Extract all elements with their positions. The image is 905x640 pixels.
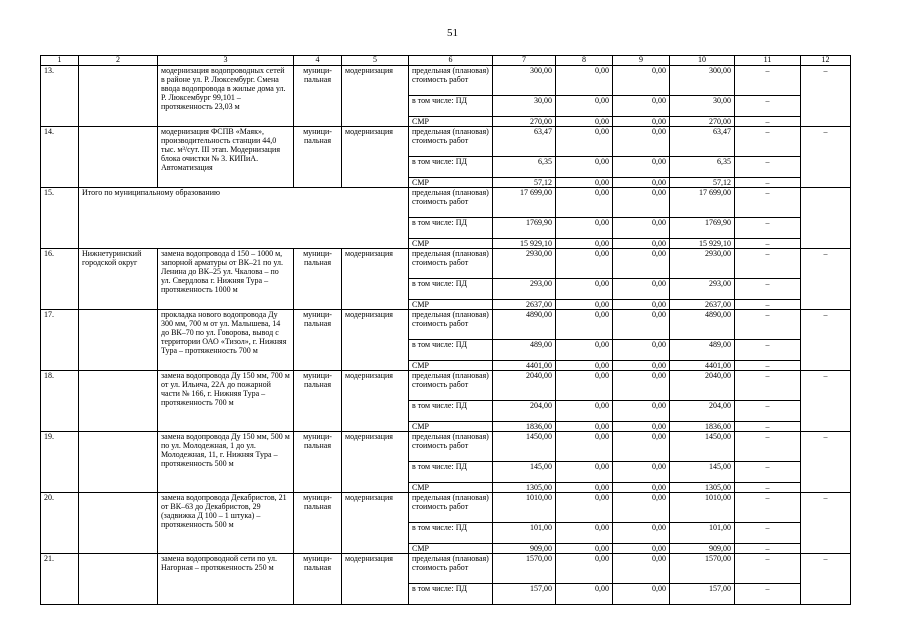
value-col-11: – <box>735 462 801 483</box>
value-col-11: – <box>735 422 801 432</box>
total-label: Итого по муниципальному образованию <box>79 188 409 249</box>
table-row <box>41 66 851 96</box>
value-col-11: – <box>735 218 801 239</box>
row-number: 15. <box>41 188 79 249</box>
value-col-11: – <box>735 157 801 178</box>
value-col-12: – <box>801 432 851 493</box>
value-total: 909,00 <box>493 544 556 554</box>
value-col-11: – <box>735 401 801 422</box>
cost-category-label: предельная (плановая) стоимость работ <box>409 310 493 340</box>
value-col-9: 0,00 <box>613 544 670 554</box>
work-type: модернизация <box>342 371 409 432</box>
value-col-8: 0,00 <box>556 462 613 483</box>
value-col-8: 0,00 <box>556 523 613 544</box>
value-col-9: 0,00 <box>613 249 670 279</box>
value-col-11: – <box>735 371 801 401</box>
cost-category-label: СМР <box>409 483 493 493</box>
value-col-8: 0,00 <box>556 178 613 188</box>
municipality-name <box>79 493 158 554</box>
value-col-8: 0,00 <box>556 66 613 96</box>
work-type: модернизация <box>342 249 409 310</box>
column-header: 4 <box>294 56 342 66</box>
value-col-8: 0,00 <box>556 554 613 584</box>
value-col-10: 17 699,00 <box>670 188 735 218</box>
cost-category-label: в том числе: ПД <box>409 462 493 483</box>
row-number: 13. <box>41 66 79 127</box>
municipality-name <box>79 432 158 493</box>
cost-category-label: СМР <box>409 178 493 188</box>
ownership-type: муници- пальная <box>294 432 342 493</box>
work-type: модернизация <box>342 127 409 188</box>
table-row <box>41 371 851 401</box>
value-total: 63,47 <box>493 127 556 157</box>
value-col-11: – <box>735 178 801 188</box>
value-col-9: 0,00 <box>613 401 670 422</box>
value-col-12: – <box>801 310 851 371</box>
value-col-11: – <box>735 310 801 340</box>
cost-category-label: в том числе: ПД <box>409 584 493 605</box>
table-row <box>41 310 851 340</box>
value-col-11: – <box>735 523 801 544</box>
table-row <box>41 188 851 218</box>
value-col-10: 2637,00 <box>670 300 735 310</box>
value-total: 2930,00 <box>493 249 556 279</box>
value-col-11: – <box>735 554 801 584</box>
column-header: 9 <box>613 56 670 66</box>
value-col-11: – <box>735 239 801 249</box>
value-col-8: 0,00 <box>556 117 613 127</box>
value-col-11: – <box>735 127 801 157</box>
table-row <box>41 249 851 279</box>
value-col-9: 0,00 <box>613 483 670 493</box>
municipality-name: Нижнетуринский городской округ <box>79 249 158 310</box>
project-description: замена водопровода Ду 150 мм, 500 м по ул. Молодежная, 1 до ул. Молодежная, 11, г. Нижняя Тура – протяженность 500 м <box>158 432 294 493</box>
column-header: 1 <box>41 56 79 66</box>
value-total: 1570,00 <box>493 554 556 584</box>
municipality-name <box>79 127 158 188</box>
value-col-11: – <box>735 483 801 493</box>
value-total: 1305,00 <box>493 483 556 493</box>
value-col-8: 0,00 <box>556 249 613 279</box>
value-col-8: 0,00 <box>556 157 613 178</box>
cost-category-label: СМР <box>409 117 493 127</box>
value-col-10: 145,00 <box>670 462 735 483</box>
value-col-10: 30,00 <box>670 96 735 117</box>
work-type: модернизация <box>342 432 409 493</box>
ownership-type: муници- пальная <box>294 554 342 605</box>
row-number: 14. <box>41 127 79 188</box>
value-col-8: 0,00 <box>556 340 613 361</box>
value-col-11: – <box>735 361 801 371</box>
column-header: 5 <box>342 56 409 66</box>
value-col-9: 0,00 <box>613 371 670 401</box>
value-col-8: 0,00 <box>556 300 613 310</box>
value-col-8: 0,00 <box>556 432 613 462</box>
value-col-10: 6,35 <box>670 157 735 178</box>
project-description: замена водопроводной сети по ул. Нагорная – протяженность 250 м <box>158 554 294 605</box>
value-col-11: – <box>735 188 801 218</box>
value-col-11: – <box>735 279 801 300</box>
value-col-8: 0,00 <box>556 96 613 117</box>
row-number: 18. <box>41 371 79 432</box>
value-col-10: 489,00 <box>670 340 735 361</box>
value-col-9: 0,00 <box>613 310 670 340</box>
value-col-9: 0,00 <box>613 96 670 117</box>
value-col-9: 0,00 <box>613 361 670 371</box>
value-total: 293,00 <box>493 279 556 300</box>
value-col-8: 0,00 <box>556 310 613 340</box>
project-description: замена водопровода Ду 150 мм, 700 м от ул. Ильича, 22А до пожарной части № 166, г. Нижняя Тура – протяженность 700 м <box>158 371 294 432</box>
value-col-11: – <box>735 340 801 361</box>
value-col-9: 0,00 <box>613 493 670 523</box>
value-col-9: 0,00 <box>613 117 670 127</box>
ownership-type: муници- пальная <box>294 66 342 127</box>
cost-category-label: СМР <box>409 300 493 310</box>
cost-category-label: в том числе: ПД <box>409 523 493 544</box>
ownership-type: муници- пальная <box>294 249 342 310</box>
value-col-11: – <box>735 584 801 605</box>
project-description: прокладка нового водопровода Ду 300 мм, 700 м от ул. Малышева, 14 до ВК–70 по ул. Говорова, вывод с территории ОАО «Тизол», г. Нижняя Тура – протяженность 700 м <box>158 310 294 371</box>
value-total: 57,12 <box>493 178 556 188</box>
value-col-9: 0,00 <box>613 462 670 483</box>
project-description: модернизация водопроводных сетей в районе ул. Р. Люксембург. Смена ввода водопровода в жилые дома ул. Р. Люксембург 99,101 – протяженность 23,03 м <box>158 66 294 127</box>
value-col-10: 1769,90 <box>670 218 735 239</box>
value-col-11: – <box>735 300 801 310</box>
value-col-9: 0,00 <box>613 66 670 96</box>
value-total: 270,00 <box>493 117 556 127</box>
cost-category-label: СМР <box>409 544 493 554</box>
value-col-12: – <box>801 66 851 127</box>
value-total: 489,00 <box>493 340 556 361</box>
value-total: 4401,00 <box>493 361 556 371</box>
project-description: модернизация ФСПВ «Маяк», производительность станции 44,0 тыс. м³/сут. III этап. Модернизация блока очистки № 3. КИПиА. Автоматизация <box>158 127 294 188</box>
value-col-12: – <box>801 493 851 554</box>
work-type: модернизация <box>342 554 409 605</box>
value-total: 204,00 <box>493 401 556 422</box>
value-total: 157,00 <box>493 584 556 605</box>
value-col-10: 157,00 <box>670 584 735 605</box>
value-col-10: 300,00 <box>670 66 735 96</box>
ownership-type: муници- пальная <box>294 127 342 188</box>
value-col-10: 1836,00 <box>670 422 735 432</box>
value-col-10: 15 929,10 <box>670 239 735 249</box>
work-type: модернизация <box>342 66 409 127</box>
value-col-9: 0,00 <box>613 340 670 361</box>
value-col-10: 1010,00 <box>670 493 735 523</box>
value-col-9: 0,00 <box>613 188 670 218</box>
row-number: 20. <box>41 493 79 554</box>
cost-category-label: в том числе: ПД <box>409 340 493 361</box>
work-type: модернизация <box>342 493 409 554</box>
table-row <box>41 432 851 462</box>
column-header: 12 <box>801 56 851 66</box>
cost-category-label: СМР <box>409 361 493 371</box>
cost-category-label: предельная (плановая) стоимость работ <box>409 188 493 218</box>
value-col-10: 2930,00 <box>670 249 735 279</box>
cost-category-label: в том числе: ПД <box>409 279 493 300</box>
value-total: 30,00 <box>493 96 556 117</box>
value-col-10: 270,00 <box>670 117 735 127</box>
value-col-10: 1570,00 <box>670 554 735 584</box>
column-header: 2 <box>79 56 158 66</box>
value-col-11: – <box>735 117 801 127</box>
value-col-8: 0,00 <box>556 544 613 554</box>
column-header: 10 <box>670 56 735 66</box>
column-header: 8 <box>556 56 613 66</box>
cost-category-label: предельная (плановая) стоимость работ <box>409 66 493 96</box>
cost-category-label: предельная (плановая) стоимость работ <box>409 554 493 584</box>
row-number: 17. <box>41 310 79 371</box>
table-row <box>41 554 851 584</box>
value-col-11: – <box>735 432 801 462</box>
value-col-9: 0,00 <box>613 279 670 300</box>
value-col-9: 0,00 <box>613 218 670 239</box>
value-col-10: 293,00 <box>670 279 735 300</box>
value-col-12: – <box>801 127 851 188</box>
value-col-8: 0,00 <box>556 218 613 239</box>
table-row <box>41 493 851 523</box>
project-description: замена водопровода d 150 – 1000 м, запорной арматуры от ВК–21 по ул. Ленина до ВК–25 ул. Чкалова – по ул. Свердлова г. Нижняя Тура – протяженность 1000 м <box>158 249 294 310</box>
value-col-12: – <box>801 249 851 310</box>
value-total: 145,00 <box>493 462 556 483</box>
table-row <box>41 127 851 157</box>
cost-category-label: в том числе: ПД <box>409 218 493 239</box>
value-col-8: 0,00 <box>556 401 613 422</box>
value-total: 1769,90 <box>493 218 556 239</box>
value-col-9: 0,00 <box>613 127 670 157</box>
value-col-11: – <box>735 249 801 279</box>
value-col-8: 0,00 <box>556 371 613 401</box>
value-col-11: – <box>735 66 801 96</box>
municipality-name <box>79 310 158 371</box>
value-col-12: – <box>801 554 851 605</box>
value-col-9: 0,00 <box>613 432 670 462</box>
project-description: замена водопровода Декабристов, 21 от ВК–63 до Декабристов, 29 (задвижка Д 100 – 1 штука) – протяженность 500 м <box>158 493 294 554</box>
value-col-8: 0,00 <box>556 584 613 605</box>
value-total: 1010,00 <box>493 493 556 523</box>
value-col-9: 0,00 <box>613 178 670 188</box>
value-col-8: 0,00 <box>556 239 613 249</box>
value-total: 2040,00 <box>493 371 556 401</box>
ownership-type: муници- пальная <box>294 493 342 554</box>
value-col-8: 0,00 <box>556 361 613 371</box>
value-col-11: – <box>735 96 801 117</box>
row-number: 19. <box>41 432 79 493</box>
municipality-name <box>79 554 158 605</box>
municipality-name <box>79 66 158 127</box>
value-col-10: 101,00 <box>670 523 735 544</box>
value-col-9: 0,00 <box>613 584 670 605</box>
cost-category-label: СМР <box>409 239 493 249</box>
value-col-8: 0,00 <box>556 279 613 300</box>
value-col-9: 0,00 <box>613 523 670 544</box>
value-col-8: 0,00 <box>556 422 613 432</box>
value-col-9: 0,00 <box>613 300 670 310</box>
cost-category-label: в том числе: ПД <box>409 401 493 422</box>
value-col-10: 4890,00 <box>670 310 735 340</box>
value-col-8: 0,00 <box>556 493 613 523</box>
value-col-10: 57,12 <box>670 178 735 188</box>
value-total: 4890,00 <box>493 310 556 340</box>
ownership-type: муници- пальная <box>294 371 342 432</box>
work-type: модернизация <box>342 310 409 371</box>
value-total: 17 699,00 <box>493 188 556 218</box>
column-number-row <box>41 56 851 66</box>
cost-category-label: СМР <box>409 422 493 432</box>
value-col-8: 0,00 <box>556 127 613 157</box>
column-header: 7 <box>493 56 556 66</box>
value-total: 6,35 <box>493 157 556 178</box>
value-col-10: 1305,00 <box>670 483 735 493</box>
cost-category-label: в том числе: ПД <box>409 96 493 117</box>
value-col-12: – <box>801 371 851 432</box>
value-col-10: 2040,00 <box>670 371 735 401</box>
value-col-11: – <box>735 544 801 554</box>
value-col-8: 0,00 <box>556 188 613 218</box>
column-header: 11 <box>735 56 801 66</box>
value-col-8: 0,00 <box>556 483 613 493</box>
value-col-10: 204,00 <box>670 401 735 422</box>
value-col-9: 0,00 <box>613 239 670 249</box>
cost-category-label: в том числе: ПД <box>409 157 493 178</box>
value-total: 300,00 <box>493 66 556 96</box>
value-total: 1450,00 <box>493 432 556 462</box>
value-col-9: 0,00 <box>613 554 670 584</box>
value-total: 101,00 <box>493 523 556 544</box>
cost-category-label: предельная (плановая) стоимость работ <box>409 371 493 401</box>
value-col-10: 909,00 <box>670 544 735 554</box>
value-col-11: – <box>735 493 801 523</box>
cost-category-label: предельная (плановая) стоимость работ <box>409 493 493 523</box>
value-total: 1836,00 <box>493 422 556 432</box>
cost-category-label: предельная (плановая) стоимость работ <box>409 432 493 462</box>
column-header: 3 <box>158 56 294 66</box>
ownership-type: муници- пальная <box>294 310 342 371</box>
value-col-10: 4401,00 <box>670 361 735 371</box>
value-col-10: 63,47 <box>670 127 735 157</box>
value-total: 15 929,10 <box>493 239 556 249</box>
row-number: 21. <box>41 554 79 605</box>
cost-category-label: предельная (плановая) стоимость работ <box>409 127 493 157</box>
value-col-9: 0,00 <box>613 157 670 178</box>
row-number: 16. <box>41 249 79 310</box>
value-total: 2637,00 <box>493 300 556 310</box>
cost-category-label: предельная (плановая) стоимость работ <box>409 249 493 279</box>
value-col-10: 1450,00 <box>670 432 735 462</box>
page-number: 51 <box>447 27 458 39</box>
value-col-9: 0,00 <box>613 422 670 432</box>
column-header: 6 <box>409 56 493 66</box>
investment-program-table <box>40 55 851 605</box>
municipality-name <box>79 371 158 432</box>
value-col-12 <box>801 188 851 249</box>
